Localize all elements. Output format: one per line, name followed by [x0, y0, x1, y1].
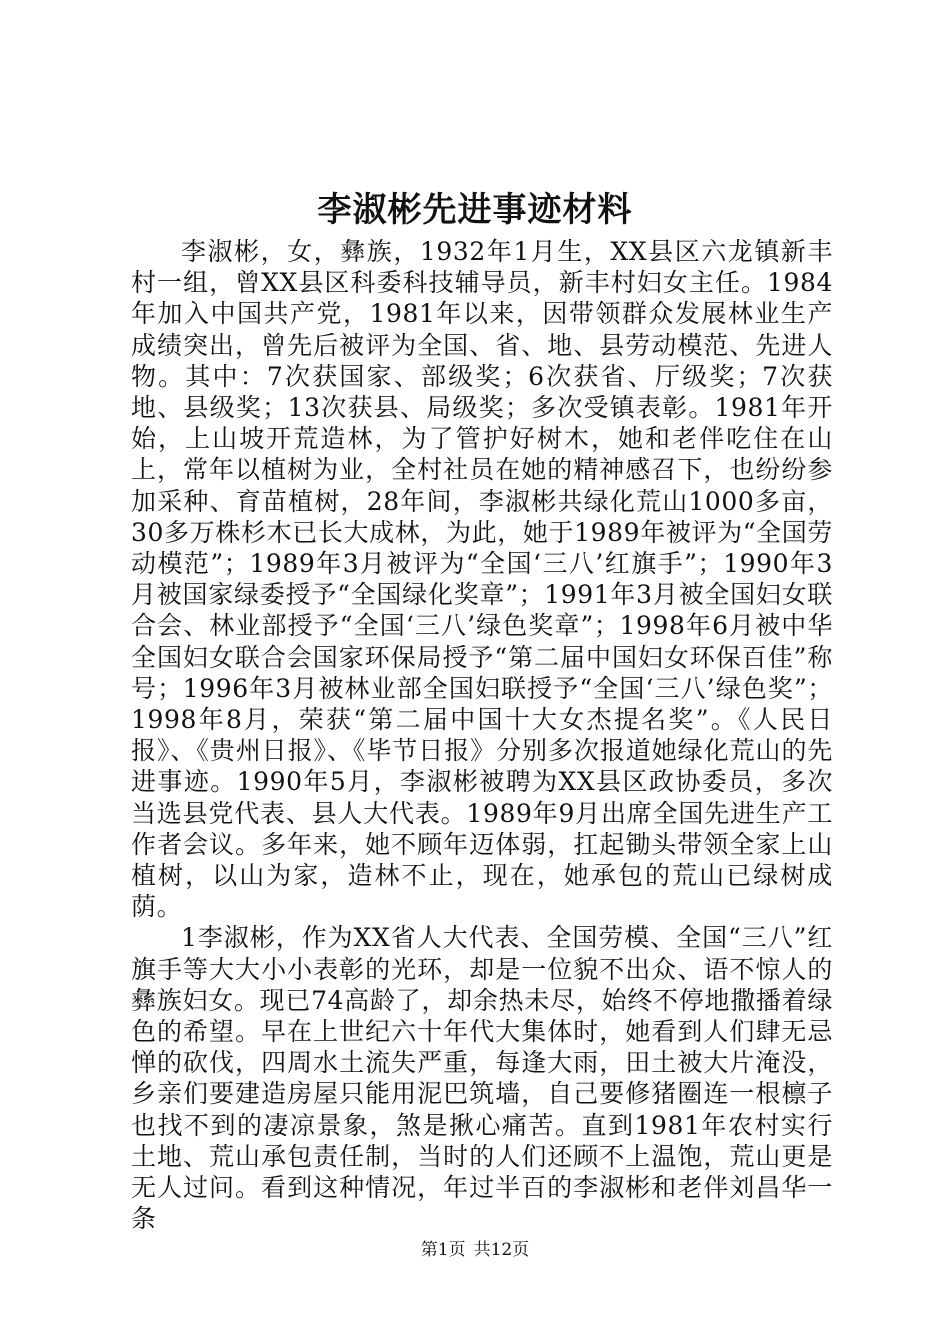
page-total: 共12页 [473, 1240, 530, 1260]
paragraph-2: 1李淑彬，作为XX省人大代表、全国劳模、全国“三八”红旗手等大大小小表彰的光环，却是一位貌不出众、语不惊人的彝族妇女。现已74高龄了，却余热未尽，始终不停地撒播着绿色的希望。早在上世纪六十年代大集体时，她看到人们肆无忌惮的砍伐，四周水土流失严重，每逢大雨，田土被大片淹没，乡亲们要建造房屋只能用泥巴筑墙，自己要修猪圈连一根檩子也找不到的凄凉景象，煞是揪心痛苦。直到1981年农村实行土地、荒山承包责任制，当时的人们还顾不上温饱，荒山更是无人过问。看到这种情况，年过半百的李淑彬和老伴刘昌华一条 [131, 923, 833, 1234]
document-title: 李淑彬先进事迹材料 [317, 190, 633, 230]
paragraph-1: 李淑彬，女，彝族，1932年1月生，XX县区六龙镇新丰村一组，曾XX县区科委科技辅导员，新丰村妇女主任。1984年加入中国共产党，1981年以来，因带领群众发展林业生产成绩突出，曾先后被评为全国、省、地、县劳动模范、先进人物。其中：7次获国家、部级奖；6次获省、厅级奖；7次获地、县级奖；13次获县、局级奖；多次受镇表彰。1981年开始，上山坡开荒造林，为了管护好树木，她和老伴吃住在山上，常年以植树为业，全村社员在她的精神感召下，也纷纷参加采种、育苗植树，28年间，李淑彬共绿化荒山1000多亩，30多万株杉木已长大成林，为此，她于1989年被评为“全国劳动模范”；1989年3月被评为“全国‘三八’红旗手”；1990年3月被国家绿委授予“全国绿化奖章”；1991年3月被全国妇女联合会、林业部授予“全国‘三八’绿色奖章”；1998年6月被中华全国妇女联合会国家环保局授予“第二届中国妇女环保百佳”称号；1996年3月被林业部全国妇联授予“全国‘三八’绿色奖”；1998年8月，荣获“第二届中国十大女杰提名奖”。《人民日报》、《贵州日报》、《毕节日报》分别多次报道她绿化荒山的先进事迹。1990年5月，李淑彬被聘为XX县区政协委员，多次当选县党代表、县人大代表。1989年9月出席全国先进生产工作者会议。多年来，她不顾年迈体弱，扛起锄头带领全家上山植树，以山为家，造林不止，现在，她承包的荒山已绿树成荫。 [131, 237, 833, 922]
page-footer [0, 1238, 950, 1262]
document-body [131, 236, 833, 1235]
page-number: 第1页 [420, 1240, 466, 1260]
